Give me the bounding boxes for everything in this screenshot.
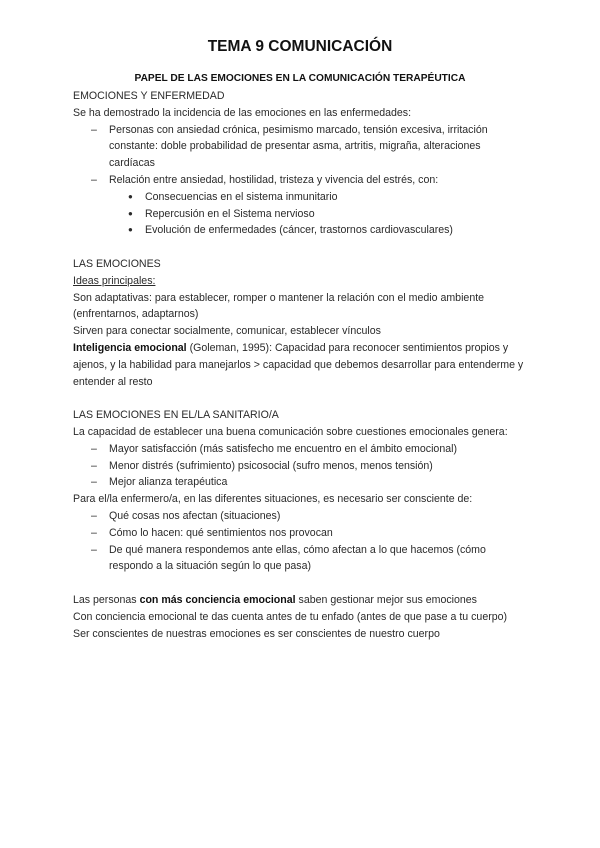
dash-list [73,122,528,189]
paragraph [73,592,528,609]
paragraph: Sirven para conectar socialmente, comunicar, establecer vínculos [73,325,381,338]
list-item: – Relación entre ansiedad, hostilidad, tristeza y vivencia del estrés, con: [73,172,528,189]
bullet-list [73,189,528,239]
paragraph: Con conciencia emocional te das cuenta antes de tu enfado (antes de que pase a tu cuerpo) [73,610,508,623]
list-item: – Menor distrés (sufrimiento) psicosocial (sufro menos, menos tensión) [73,458,528,475]
document-body [73,88,528,642]
list-item: ● Evolución de enfermedades (cáncer, trastornos cardiovasculares) [73,222,528,239]
text: saben gestionar mejor sus emociones [295,593,477,606]
paragraph: Se ha demostrado la incidencia de las emociones en las enfermedades: [73,106,412,119]
paragraph [73,340,528,390]
list-item: ● Repercusión en el Sistema nervioso [73,206,528,223]
section-heading: LAS EMOCIONES [73,257,161,270]
list-item: – Mayor satisfacción (más satisfecho me encuentro en el ámbito emocional) [73,441,528,458]
paragraph: La capacidad de establecer una buena comunicación sobre cuestiones emocionales genera: [73,425,508,438]
list-item: – Mejor alianza terapéutica [73,474,528,491]
section-heading: LAS EMOCIONES EN EL/LA SANITARIO/A [73,409,279,422]
definition-text: (Goleman, 1995): Capacidad para reconocer sentimientos propios y ajenos, y la habilidad para manejarlos > capacidad que debemos desarrollar para entenderme y entender al resto [73,341,524,388]
list-item: – Cómo lo hacen: qué sentimientos nos provocan [73,525,528,542]
text: Las personas [73,593,140,606]
bold-term: con más conciencia emocional [139,593,296,606]
paragraph: Son adaptativas: para establecer, romper o mantener la relación con el medio ambiente (enfrentarnos, adaptarnos) [73,291,485,321]
list-item: – Personas con ansiedad crónica, pesimismo marcado, tensión excesiva, irritación constante: doble probabilidad de presentar asma, artritis, migraña, alteraciones cardíacas [73,122,528,172]
paragraph: Para el/la enfermero/a, en las diferentes situaciones, es necesario ser consciente de: [73,493,473,506]
list-item: ● Consecuencias en el sistema inmunitario [73,189,528,206]
dash-list [73,441,528,491]
paragraph: Ser conscientes de nuestras emociones es ser conscientes de nuestro cuerpo [73,627,440,640]
subheading: Ideas principales: [73,274,156,287]
document-title: TEMA 9 COMUNICACIÓN [207,38,393,55]
document-subtitle: PAPEL DE LAS EMOCIONES EN LA COMUNICACIÓN TERAPÉUTICA [134,73,466,84]
list-item: – De qué manera respondemos ante ellas, cómo afectan a lo que hacemos (cómo respondo a la situación según lo que pasa) [73,542,528,576]
section-heading: EMOCIONES Y ENFERMEDAD [73,90,225,102]
list-item: – Qué cosas nos afectan (situaciones) [73,508,528,525]
dash-list [73,508,528,575]
bold-term: Inteligencia emocional [73,341,187,354]
